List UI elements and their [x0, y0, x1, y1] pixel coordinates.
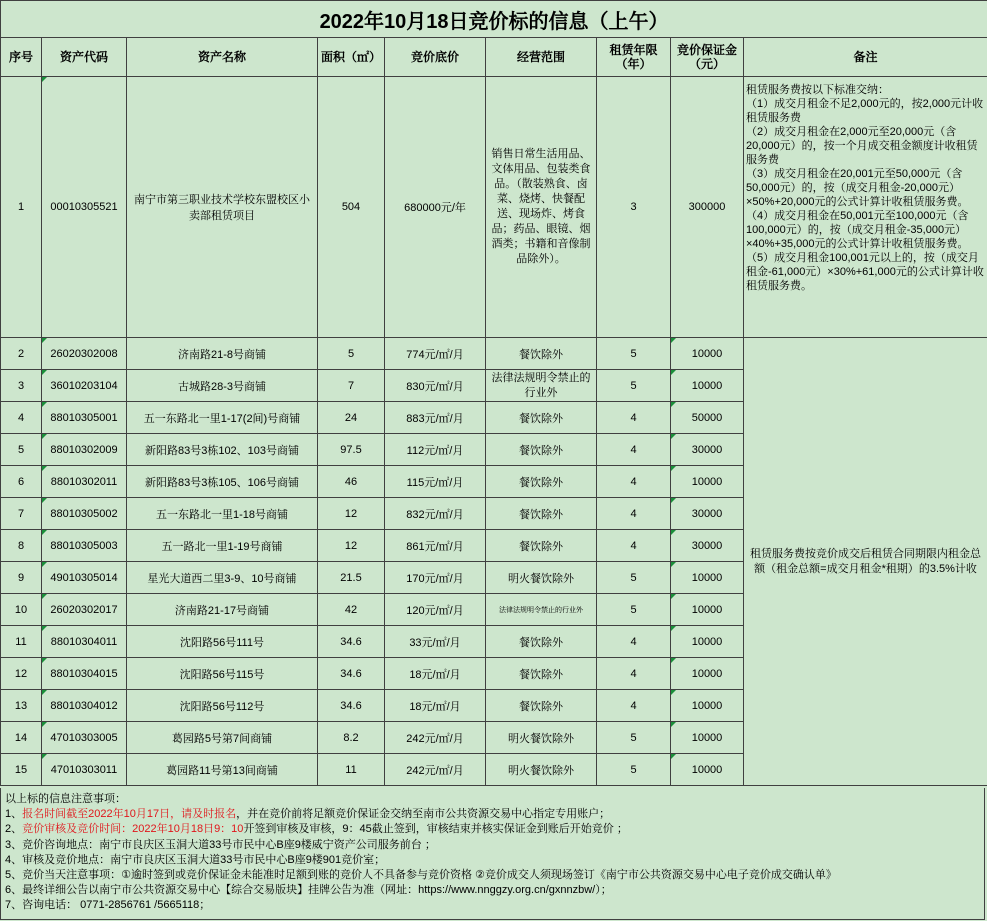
- cell-area[interactable]: 24: [318, 402, 385, 434]
- cell-term[interactable]: 3: [597, 77, 671, 338]
- cell-name[interactable]: 葛园路11号第13间商铺: [127, 754, 318, 786]
- header-seq: 序号: [1, 38, 42, 77]
- remark-line: （1）成交月租金不足2,000元的，按2,000元计收租赁服务费: [746, 98, 984, 124]
- cell-seq[interactable]: 13: [1, 690, 42, 722]
- header-deposit: 竞价保证金（元）: [671, 38, 744, 77]
- cell-deposit[interactable]: 10000: [671, 626, 744, 658]
- cell-area[interactable]: 21.5: [318, 562, 385, 594]
- notes-section[interactable]: [0, 788, 985, 920]
- cell-price[interactable]: 120元/㎡/月: [385, 594, 486, 626]
- cell-deposit[interactable]: 10000: [671, 754, 744, 786]
- cell-deposit[interactable]: 10000: [671, 594, 744, 626]
- header-price: 竞价底价: [385, 38, 486, 77]
- cell-price[interactable]: 830元/㎡/月: [385, 370, 486, 402]
- table-row: [1, 338, 987, 370]
- cell-deposit[interactable]: 50000: [671, 402, 744, 434]
- cell-deposit[interactable]: 10000: [671, 562, 744, 594]
- cell-name[interactable]: 葛园路5号第7间商铺: [127, 722, 318, 754]
- cell-term[interactable]: 4: [597, 402, 671, 434]
- note-line: 3、竞价咨询地点：南宁市良庆区玉洞大道33号市民中心B座9楼威宁资产公司服务前台 ；: [5, 838, 436, 851]
- cell-seq[interactable]: 10: [1, 594, 42, 626]
- cell-deposit[interactable]: 10000: [671, 658, 744, 690]
- cell-term[interactable]: 5: [597, 370, 671, 402]
- header-area: 面积（㎡）: [318, 38, 385, 77]
- cell-price[interactable]: 242元/㎡/月: [385, 754, 486, 786]
- note-line: 4、审核及竞价地点：南宁市良庆区玉洞大道33号市民中心B座9楼901竞价室；: [5, 853, 386, 866]
- cell-price[interactable]: 774元/㎡/月: [385, 338, 486, 370]
- cell-seq[interactable]: 5: [1, 434, 42, 466]
- cell-term[interactable]: 4: [597, 498, 671, 530]
- cell-seq[interactable]: 15: [1, 754, 42, 786]
- cell-deposit[interactable]: 30000: [671, 434, 744, 466]
- header-row: [1, 38, 987, 77]
- cell-term[interactable]: 5: [597, 722, 671, 754]
- cell-area[interactable]: 12: [318, 498, 385, 530]
- cell-name[interactable]: 五一东路北一里1-17(2间)号商铺: [127, 402, 318, 434]
- cell-name[interactable]: 五一路北一里1-19号商铺: [127, 530, 318, 562]
- header-term: 租赁年限（年）: [597, 38, 671, 77]
- cell-seq[interactable]: 1: [1, 77, 42, 338]
- cell-remark-fee-standard[interactable]: [744, 77, 987, 338]
- remark-line: 租赁服务费按以下标准交纳：: [746, 84, 889, 96]
- cell-name[interactable]: 沈阳路56号115号: [127, 658, 318, 690]
- header-name: 资产名称: [127, 38, 318, 77]
- cell-seq[interactable]: 11: [1, 626, 42, 658]
- cell-term[interactable]: 4: [597, 434, 671, 466]
- cell-area[interactable]: 42: [318, 594, 385, 626]
- cell-seq[interactable]: 4: [1, 402, 42, 434]
- cell-price[interactable]: 861元/㎡/月: [385, 530, 486, 562]
- cell-seq[interactable]: 12: [1, 658, 42, 690]
- cell-area[interactable]: 46: [318, 466, 385, 498]
- cell-code[interactable]: 88010304011: [42, 626, 127, 658]
- cell-scope[interactable]: 销售日常生活用品、文体用品、包装类食品。（散装熟食、卤菜、烧烤、快餐配送、现场炸、烤食品；药品、眼镜、烟酒类；书籍和音像制品除外）。: [486, 77, 597, 338]
- cell-name[interactable]: 新阳路83号3栋105、106号商铺: [127, 466, 318, 498]
- cell-name[interactable]: 沈阳路56号112号: [127, 690, 318, 722]
- remark-line: （3）成交月租金在20,001元至50,000元（含50,000元）的，按（成交月租金-20,000元）×50%+20,000元的公式计算计收租赁服务费。: [746, 168, 969, 208]
- cell-name[interactable]: 南宁市第三职业技术学校东盟校区小卖部租赁项目: [127, 77, 318, 338]
- cell-name[interactable]: 新阳路83号3栋102、103号商铺: [127, 434, 318, 466]
- note-highlight: 报名时间截至2022年10月17日，请及时报名: [22, 808, 237, 821]
- cell-scope[interactable]: 餐饮除外: [486, 466, 597, 498]
- note-text: 开签到审核及审核，9：45截止签到，审核结束并核实保证金到账后开始竞价 ；: [243, 823, 628, 836]
- remark-line: （4）成交月租金在50,001元至100,000元（含100,000元）的，按（成交月租金-35,000元）×40%+35,000元的公式计算计收租赁服务费。: [746, 210, 969, 250]
- cell-deposit[interactable]: 10000: [671, 722, 744, 754]
- cell-seq[interactable]: 2: [1, 338, 42, 370]
- note-number: 1、: [5, 808, 23, 821]
- notes-heading: 以上标的信息注意事项：: [5, 793, 126, 805]
- cell-code[interactable]: 88010304015: [42, 658, 127, 690]
- cell-area[interactable]: 7: [318, 370, 385, 402]
- cell-name[interactable]: 沈阳路56号111号: [127, 626, 318, 658]
- cell-scope[interactable]: 明火餐饮除外: [486, 754, 597, 786]
- cell-deposit[interactable]: 10000: [671, 338, 744, 370]
- cell-price[interactable]: 242元/㎡/月: [385, 722, 486, 754]
- cell-name[interactable]: 济南路21-8号商铺: [127, 338, 318, 370]
- cell-term[interactable]: 4: [597, 658, 671, 690]
- cell-code[interactable]: 88010305002: [42, 498, 127, 530]
- cell-code[interactable]: 36010203104: [42, 370, 127, 402]
- cell-scope[interactable]: 餐饮除外: [486, 690, 597, 722]
- cell-price[interactable]: 33元/㎡/月: [385, 626, 486, 658]
- cell-price[interactable]: 883元/㎡/月: [385, 402, 486, 434]
- cell-name[interactable]: 古城路28-3号商铺: [127, 370, 318, 402]
- note-text: ，并在竞价前将足额竞价保证金交纳至南市公共资源交易中心指定专用账户；: [236, 808, 611, 821]
- note-line: 7、咨询电话： 0771-2856761 /5665118；: [5, 899, 211, 912]
- cell-term[interactable]: 4: [597, 626, 671, 658]
- note-line: 5、竞价当天注意事项：①逾时签到或竞价保证金未能准时足额到账的竞价人不具备参与竞价资格 ②竞价成交人须现场签订《南宁市公共资源交易中心电子竞价成交确认单》: [5, 869, 837, 882]
- cell-area[interactable]: 34.6: [318, 626, 385, 658]
- cell-code[interactable]: 47010303011: [42, 754, 127, 786]
- cell-scope[interactable]: 明火餐饮除外: [486, 562, 597, 594]
- cell-area[interactable]: 34.6: [318, 690, 385, 722]
- cell-remark-fee-rate[interactable]: 租赁服务费按竞价成交后租赁合同期限内租金总额（租金总额=成交月租金*租期）的3.5%计收: [744, 338, 987, 786]
- cell-name[interactable]: 济南路21-17号商铺: [127, 594, 318, 626]
- cell-area[interactable]: 504: [318, 77, 385, 338]
- cell-code[interactable]: 26020302008: [42, 338, 127, 370]
- cell-code[interactable]: 88010302011: [42, 466, 127, 498]
- cell-price[interactable]: 18元/㎡/月: [385, 658, 486, 690]
- note-number: 2、: [5, 823, 23, 836]
- cell-seq[interactable]: 3: [1, 370, 42, 402]
- cell-code[interactable]: 88010305003: [42, 530, 127, 562]
- cell-deposit[interactable]: 30000: [671, 498, 744, 530]
- cell-term[interactable]: 5: [597, 754, 671, 786]
- cell-area[interactable]: 8.2: [318, 722, 385, 754]
- note-line: [5, 807, 984, 822]
- cell-code[interactable]: 00010305521: [42, 77, 127, 338]
- cell-scope[interactable]: 餐饮除外: [486, 402, 597, 434]
- cell-scope[interactable]: 法律法规明令禁止的行业外: [486, 370, 597, 402]
- cell-scope[interactable]: 餐饮除外: [486, 498, 597, 530]
- cell-deposit[interactable]: 300000: [671, 77, 744, 338]
- cell-price[interactable]: 170元/㎡/月: [385, 562, 486, 594]
- cell-price[interactable]: 680000元/年: [385, 77, 486, 338]
- cell-code[interactable]: 26020302017: [42, 594, 127, 626]
- remark-line: （2）成交月租金在2,000元至20,000元（含20,000元）的，按一个月成交租金额度计收租赁服务费: [746, 126, 978, 166]
- cell-area[interactable]: 5: [318, 338, 385, 370]
- cell-deposit[interactable]: 10000: [671, 370, 744, 402]
- cell-seq[interactable]: 6: [1, 466, 42, 498]
- cell-scope[interactable]: 餐饮除外: [486, 626, 597, 658]
- cell-scope[interactable]: 明火餐饮除外: [486, 722, 597, 754]
- cell-code[interactable]: 47010303005: [42, 722, 127, 754]
- cell-deposit[interactable]: 10000: [671, 690, 744, 722]
- cell-term[interactable]: 4: [597, 530, 671, 562]
- cell-code[interactable]: 49010305014: [42, 562, 127, 594]
- cell-term[interactable]: 5: [597, 594, 671, 626]
- header-scope: 经营范围: [486, 38, 597, 77]
- cell-seq[interactable]: 14: [1, 722, 42, 754]
- cell-deposit[interactable]: 10000: [671, 466, 744, 498]
- cell-area[interactable]: 34.6: [318, 658, 385, 690]
- cell-scope[interactable]: 餐饮除外: [486, 658, 597, 690]
- cell-seq[interactable]: 7: [1, 498, 42, 530]
- cell-deposit[interactable]: 30000: [671, 530, 744, 562]
- page-title: 2022年10月18日竞价标的信息（上午）: [1, 1, 987, 38]
- cell-code[interactable]: 88010304012: [42, 690, 127, 722]
- table-row: [1, 77, 987, 338]
- cell-price[interactable]: 112元/㎡/月: [385, 434, 486, 466]
- cell-price[interactable]: 115元/㎡/月: [385, 466, 486, 498]
- note-line: [5, 822, 984, 837]
- note-highlight: 竞价审核及竞价时间：2022年10月18日9：10: [22, 823, 244, 836]
- cell-scope[interactable]: 餐饮除外: [486, 434, 597, 466]
- cell-term[interactable]: 5: [597, 562, 671, 594]
- cell-area[interactable]: 11: [318, 754, 385, 786]
- remark-line: （5）成交月租金100,001元以上的，按（成交月租金-61,000元）×30%+61,000元的公式计算计收租赁服务费。: [746, 252, 984, 292]
- cell-scope[interactable]: 餐饮除外: [486, 530, 597, 562]
- cell-term[interactable]: 5: [597, 338, 671, 370]
- cell-seq[interactable]: 9: [1, 562, 42, 594]
- cell-term[interactable]: 4: [597, 466, 671, 498]
- cell-area[interactable]: 12: [318, 530, 385, 562]
- cell-price[interactable]: 832元/㎡/月: [385, 498, 486, 530]
- header-code: 资产代码: [42, 38, 127, 77]
- cell-area[interactable]: 97.5: [318, 434, 385, 466]
- cell-price[interactable]: 18元/㎡/月: [385, 690, 486, 722]
- note-line: 6、最终详细公告以南宁市公共资源交易中心【综合交易版块】挂牌公告为准（网址：https://www.nnggzy.org.cn/gxnnzbw/）；: [5, 884, 612, 897]
- cell-code[interactable]: 88010305001: [42, 402, 127, 434]
- cell-name[interactable]: 五一东路北一里1-18号商铺: [127, 498, 318, 530]
- cell-scope[interactable]: 餐饮除外: [486, 338, 597, 370]
- header-remark: 备注: [744, 38, 987, 77]
- cell-term[interactable]: 4: [597, 690, 671, 722]
- cell-name[interactable]: 星光大道西二里3-9、10号商铺: [127, 562, 318, 594]
- cell-code[interactable]: 88010302009: [42, 434, 127, 466]
- cell-scope[interactable]: 法律法规明令禁止的行业外: [486, 594, 597, 626]
- cell-seq[interactable]: 8: [1, 530, 42, 562]
